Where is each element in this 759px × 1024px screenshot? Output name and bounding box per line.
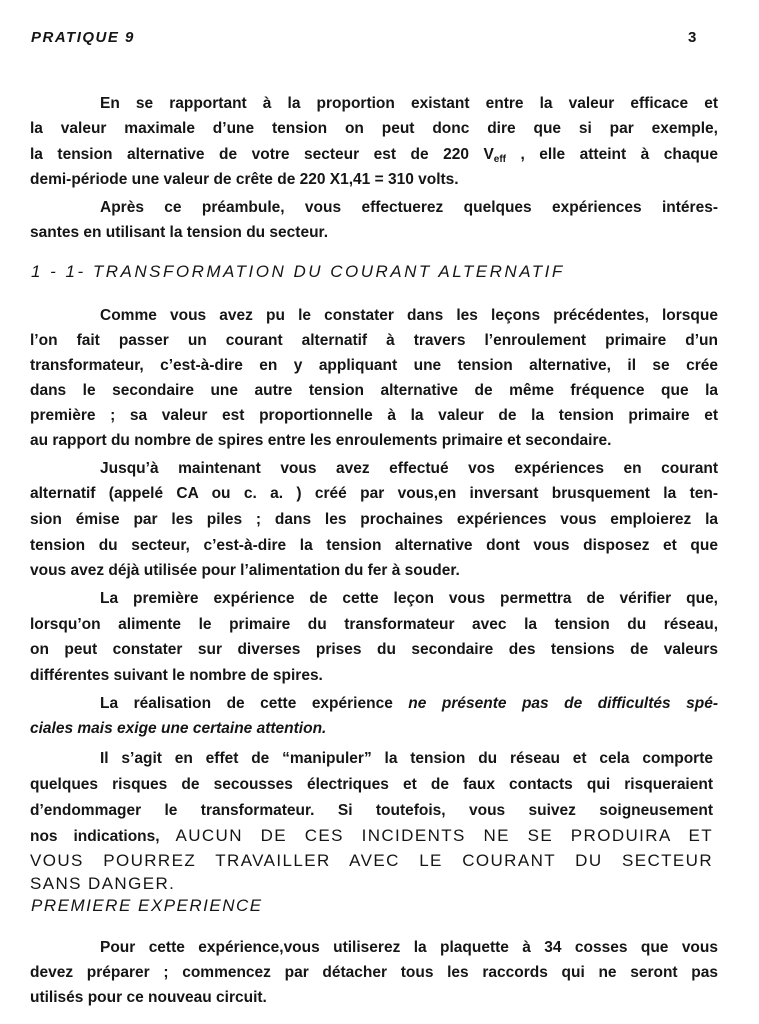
text-segment: Après ce préambule, vous effectuerez quelques expériences intéres- bbox=[100, 199, 718, 216]
section-heading bbox=[31, 262, 718, 282]
text-segment: Pour cette expérience,vous utiliserez la plaquette à 34 cosses que vous bbox=[100, 939, 718, 956]
text-segment: on peut constater sur diverses prises du secondaire des tensions de valeurs bbox=[30, 641, 718, 658]
text-segment: vous avez déjà utilisée pour l’alimentation du fer à souder. bbox=[30, 562, 460, 579]
text-segment: alternatif (appelé CA ou c. a. ) créé par vous,en inversant brusquement la ten- bbox=[30, 485, 718, 502]
text-line bbox=[100, 938, 718, 958]
page-number: 3 bbox=[688, 29, 698, 46]
text-line bbox=[100, 589, 718, 609]
text-line bbox=[30, 719, 718, 739]
section-heading bbox=[31, 896, 718, 916]
text-line bbox=[30, 381, 718, 401]
text-line bbox=[30, 666, 718, 686]
text-segment: En se rapportant à la proportion existant entre la valeur efficace et bbox=[100, 95, 718, 112]
text-line bbox=[30, 874, 713, 894]
text-segment: l’on fait passer un courant alternatif à travers l’enroulement primaire d’un bbox=[30, 332, 718, 349]
text-segment: Il s’agit en effet de “manipuler” la tension du réseau et cela comporte bbox=[100, 750, 713, 767]
text-line bbox=[30, 851, 713, 871]
text-line bbox=[30, 331, 718, 351]
text-segment: utilisés pour ce nouveau circuit. bbox=[30, 989, 267, 1006]
text-segment: la tension alternative de votre secteur est de 220 V bbox=[30, 146, 494, 163]
text-segment: dans le secondaire une autre tension alternative de même fréquence que la bbox=[30, 382, 718, 399]
text-line bbox=[30, 801, 713, 821]
text-line bbox=[30, 988, 718, 1008]
text-segment: transformateur, c’est-à-dire en y appliquant une tension alternative, il se crée bbox=[30, 357, 718, 374]
text-line bbox=[30, 223, 718, 243]
text-line bbox=[30, 775, 713, 795]
text-segment: ne présente pas de difficultés spé- bbox=[408, 695, 718, 712]
text-segment: quelques risques de secousses électriques et de faux contacts qui risqueraient bbox=[30, 776, 713, 793]
text-segment: 1 - 1- TRANSFORMATION DU COURANT ALTERNATIF bbox=[31, 262, 565, 281]
text-segment: AUCUN DE CES INCIDENTS NE SE PRODUIRA ET bbox=[175, 826, 713, 845]
subscript: eff bbox=[493, 154, 507, 165]
text-line bbox=[30, 145, 718, 165]
text-segment: Comme vous avez pu le constater dans les leçons précédentes, lorsque bbox=[100, 307, 718, 324]
text-line bbox=[100, 749, 713, 769]
text-segment: d’endommager le transformateur. Si toutefois, vous suivez soigneusement bbox=[30, 802, 713, 819]
text-segment: première ; sa valeur est proportionnelle à la valeur de la tension primaire et bbox=[30, 407, 718, 424]
text-segment: Jusqu’à maintenant vous avez effectué vos expériences en courant bbox=[100, 460, 718, 477]
text-segment: la valeur maximale d’une tension on peut donc dire que si par exemple, bbox=[30, 120, 718, 137]
text-segment: La première expérience de cette leçon vous permettra de vérifier que, bbox=[100, 590, 718, 607]
text-line bbox=[30, 640, 718, 660]
text-line bbox=[30, 356, 718, 376]
text-line bbox=[30, 431, 718, 451]
text-line bbox=[30, 510, 718, 530]
text-segment: nos indications, bbox=[30, 828, 176, 845]
running-header: PRATIQUE 9 bbox=[31, 29, 135, 46]
text-segment: , elle atteint à chaque bbox=[506, 146, 718, 163]
text-segment: demi-période une valeur de crête de 220 X1,41 = 310 volts. bbox=[30, 171, 459, 188]
text-line bbox=[100, 694, 718, 714]
text-line bbox=[30, 826, 713, 846]
text-segment: ciales mais exige une certaine attention. bbox=[30, 720, 327, 737]
text-line bbox=[100, 198, 718, 218]
text-segment: santes en utilisant la tension du secteur. bbox=[30, 224, 329, 241]
text-segment: différentes suivant le nombre de spires. bbox=[30, 667, 323, 684]
text-line bbox=[30, 561, 718, 581]
text-line bbox=[30, 536, 718, 556]
text-segment: tension du secteur, c’est-à-dire la tension alternative dont vous disposez et que bbox=[30, 537, 718, 554]
text-segment: La réalisation de cette expérience bbox=[100, 695, 409, 712]
text-segment: PREMIERE EXPERIENCE bbox=[31, 896, 263, 915]
text-segment: devez préparer ; commencez par détacher tous les raccords qui ne seront pas bbox=[30, 964, 718, 981]
text-line bbox=[30, 406, 718, 426]
text-line bbox=[30, 615, 718, 635]
text-segment: SANS DANGER. bbox=[30, 874, 176, 893]
text-line bbox=[30, 119, 718, 139]
text-segment: au rapport du nombre de spires entre les enroulements primaire et secondaire. bbox=[30, 432, 612, 449]
text-segment: VOUS POURREZ TRAVAILLER AVEC LE COURANT DU SECTEUR bbox=[30, 851, 713, 870]
text-line bbox=[100, 459, 718, 479]
text-line bbox=[30, 170, 718, 190]
text-segment: lorsqu’on alimente le primaire du transformateur avec la tension du réseau, bbox=[30, 616, 718, 633]
text-segment: sion émise par les piles ; dans les prochaines expériences vous emploierez la bbox=[30, 511, 718, 528]
text-line bbox=[100, 94, 718, 114]
text-line bbox=[30, 484, 718, 504]
text-line bbox=[30, 963, 718, 983]
text-line bbox=[100, 306, 718, 326]
